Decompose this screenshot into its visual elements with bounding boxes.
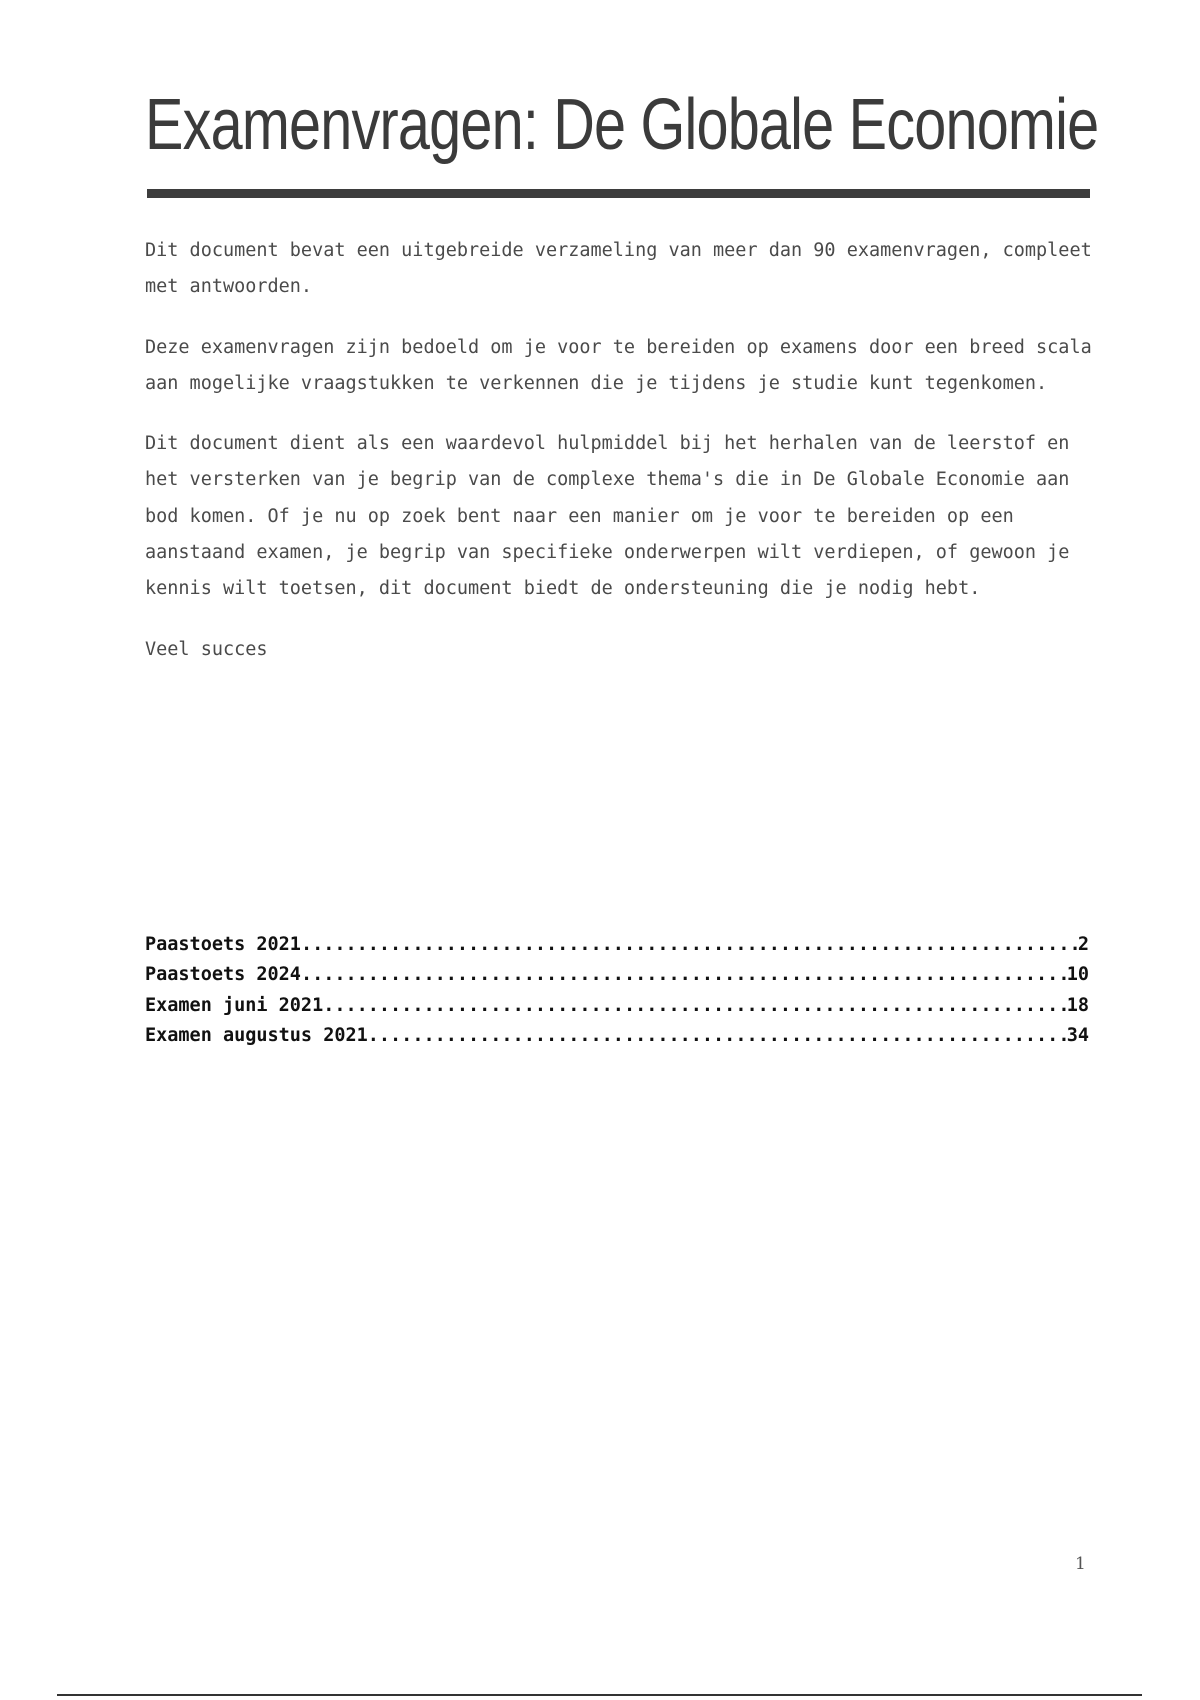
intro-section [145,233,1095,692]
toc-dot-leader [301,964,1067,985]
toc-entry-label: Examen juni 2021 [145,994,324,1016]
intro-paragraph: Dit document dient als een waardevol hulpmiddel bij het herhalen van de leerstof en het versterken van je begrip van de complexe thema's die in De Globale Economie aan bod komen. Of je nu op zoek bent naar een manier om je voor te bereiden op een aanstaand examen, je begrip van specifieke onderwerpen wilt verdiepen, of gewoon je kennis wilt toetsen, dit document biedt de ondersteuning die je nodig hebt. [145,433,1070,600]
toc-entry-examen-augustus-2021[interactable] [145,1025,1089,1055]
page-title: Examenvragen: De Globale Economie [145,85,1099,165]
closing-text: Veel succes [145,638,268,660]
toc-entry-paastoets-2024[interactable] [145,964,1089,994]
intro-paragraph: Deze examenvragen zijn bedoeld om je voor te bereiden op examens door een breed scala aan mogelijke vraagstukken te verkennen die je tijdens je studie kunt tegenkomen. [145,336,1092,394]
table-of-contents [145,934,1089,1055]
toc-entry-page: 10 [1066,964,1089,986]
toc-entry-page: 18 [1066,994,1089,1016]
toc-entry-page: 2 [1077,934,1089,955]
toc-entry-page: 34 [1066,1024,1089,1046]
toc-entry-paastoets-2021[interactable] [145,934,1089,964]
page-bottom-rule [57,1694,1142,1696]
toc-entry-examen-juni-2021[interactable] [145,995,1089,1025]
page-number: 1 [1075,1554,1086,1574]
toc-entry-label: Examen augustus 2021 [145,1024,368,1046]
intro-paragraph: Dit document bevat een uitgebreide verzameling van meer dan 90 examenvragen, compleet met antwoorden. [145,240,1092,298]
toc-dot-leader [323,995,1067,1016]
toc-entry-label: Paastoets 2021 [145,934,301,955]
toc-dot-leader [301,934,1078,955]
toc-dot-leader [368,1025,1067,1046]
toc-entry-label: Paastoets 2024 [145,964,301,986]
title-underline [147,189,1090,198]
